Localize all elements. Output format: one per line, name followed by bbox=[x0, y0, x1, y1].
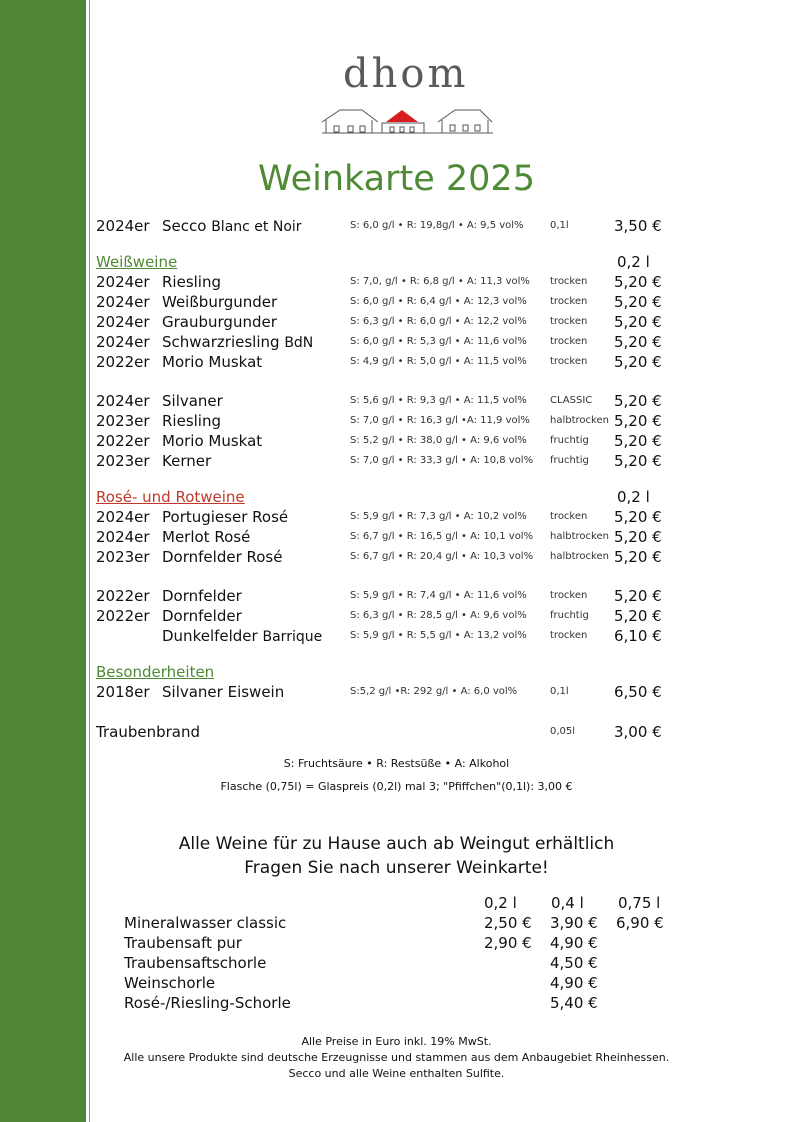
wine-name bbox=[162, 272, 221, 293]
wine-size: 0,1l bbox=[550, 220, 569, 231]
analysis-legend: S: Fruchtsäure • R: Restsüße • A: Alkohol bbox=[283, 757, 510, 770]
wine-analysis: S: 7,0 g/l • R: 16,3 g/l •A: 11,9 vol% bbox=[350, 415, 530, 426]
wine-style: fruchtig bbox=[550, 610, 589, 621]
wine-style: fruchtig bbox=[550, 435, 589, 446]
wine-analysis: S: 5,9 g/l • R: 5,5 g/l • A: 13,2 vol% bbox=[350, 630, 527, 641]
spirit-price: 3,00 € bbox=[614, 723, 662, 741]
wine-name bbox=[162, 626, 322, 647]
wine-row bbox=[0, 507, 793, 527]
wine-name-main: Portugieser Rosé bbox=[162, 508, 289, 526]
wine-name-main: Morio Muskat bbox=[162, 353, 263, 371]
drink-row bbox=[0, 933, 793, 953]
wine-name bbox=[162, 586, 242, 607]
wine-row bbox=[0, 292, 793, 312]
wine-name-main: Morio Muskat bbox=[162, 432, 263, 450]
wine-style: trocken bbox=[550, 336, 588, 347]
wine-analysis: S: 6,0 g/l • R: 19,8g/l • A: 9,5 vol% bbox=[350, 220, 524, 231]
wine-style: halbtrocken bbox=[550, 531, 609, 542]
wine-analysis: S: 6,3 g/l • R: 28,5 g/l • A: 9,6 vol% bbox=[350, 610, 527, 621]
wine-price: 5,20 € bbox=[614, 333, 662, 351]
wine-price: 5,20 € bbox=[614, 293, 662, 311]
wine-name-sub: Barrique bbox=[262, 629, 323, 645]
wine-style: trocken bbox=[550, 630, 588, 641]
wine-row bbox=[0, 626, 793, 646]
wine-year: 2024er bbox=[96, 313, 150, 331]
wine-name bbox=[162, 292, 277, 313]
logo-wordmark: dhom bbox=[343, 51, 469, 97]
wine-price: 5,20 € bbox=[614, 528, 662, 546]
wine-analysis: S: 4,9 g/l • R: 5,0 g/l • A: 11,5 vol% bbox=[350, 356, 527, 367]
wine-row bbox=[0, 547, 793, 567]
wine-name bbox=[162, 352, 262, 373]
wine-row bbox=[0, 606, 793, 626]
wine-year: 2024er bbox=[96, 217, 150, 235]
wine-year: 2023er bbox=[96, 452, 150, 470]
wine-style: trocken bbox=[550, 356, 588, 367]
wine-year: 2022er bbox=[96, 587, 150, 605]
footer-origin-note: Alle unsere Produkte sind deutsche Erzeugnisse und stammen aus dem Anbaugebiet Rheinhessen. bbox=[123, 1051, 670, 1064]
drink-price-medium: 3,90 € bbox=[550, 914, 598, 932]
wine-analysis: S: 5,9 g/l • R: 7,4 g/l • A: 11,6 vol% bbox=[350, 590, 527, 601]
wine-name-main: Dornfelder Rosé bbox=[162, 548, 283, 566]
wine-row bbox=[0, 431, 793, 451]
drink-name: Traubensaftschorle bbox=[124, 954, 267, 972]
wine-analysis: S: 6,0 g/l • R: 5,3 g/l • A: 11,6 vol% bbox=[350, 336, 527, 347]
wine-row-secco bbox=[0, 216, 793, 236]
wine-price: 5,20 € bbox=[614, 607, 662, 625]
wine-analysis: S: 5,9 g/l • R: 7,3 g/l • A: 10,2 vol% bbox=[350, 511, 527, 522]
wine-row bbox=[0, 312, 793, 332]
wine-price: 5,20 € bbox=[614, 353, 662, 371]
drink-name: Mineralwasser classic bbox=[124, 914, 287, 932]
wine-row bbox=[0, 451, 793, 471]
wine-year: 2022er bbox=[96, 607, 150, 625]
winery-logo bbox=[320, 51, 495, 142]
wine-row bbox=[0, 586, 793, 606]
wine-price: 5,20 € bbox=[614, 508, 662, 526]
wine-style: halbtrocken bbox=[550, 551, 609, 562]
wine-price: 6,50 € bbox=[614, 683, 662, 701]
wine-style: fruchtig bbox=[550, 455, 589, 466]
wine-price: 5,20 € bbox=[614, 587, 662, 605]
wine-name-main: Silvaner Eiswein bbox=[162, 683, 285, 701]
wine-analysis: S:5,2 g/l •R: 292 g/l • A: 6,0 vol% bbox=[350, 686, 518, 697]
spirit-row bbox=[0, 722, 793, 742]
wine-price: 6,10 € bbox=[614, 627, 662, 645]
drink-row bbox=[0, 993, 793, 1013]
wine-style: trocken bbox=[550, 590, 588, 601]
drink-row bbox=[0, 973, 793, 993]
drink-name: Rosé-/Riesling-Schorle bbox=[124, 994, 291, 1012]
wine-year: 2024er bbox=[96, 293, 150, 311]
wine-name-main: Dornfelder bbox=[162, 607, 242, 625]
wine-name-sub: BdN bbox=[284, 335, 314, 351]
section-title-white: Weißweine bbox=[96, 253, 178, 271]
wine-price: 5,20 € bbox=[614, 273, 662, 291]
drink-price-medium: 4,90 € bbox=[550, 974, 598, 992]
wine-analysis: S: 5,6 g/l • R: 9,3 g/l • A: 11,5 vol% bbox=[350, 395, 527, 406]
wine-name bbox=[162, 312, 277, 333]
wine-analysis: S: 6,0 g/l • R: 6,4 g/l • A: 12,3 vol% bbox=[350, 296, 527, 307]
wine-name-main: Kerner bbox=[162, 452, 212, 470]
wine-style: 0,1l bbox=[550, 686, 569, 697]
section-size-white: 0,2 l bbox=[617, 253, 650, 271]
section-title-red: Rosé- und Rotweine bbox=[96, 488, 245, 506]
wine-name-main: Silvaner bbox=[162, 392, 223, 410]
promo-line-1: Alle Weine für zu Hause auch ab Weingut erhältlich bbox=[178, 834, 615, 854]
drinks-size-medium: 0,4 l bbox=[551, 894, 584, 912]
wine-year: 2024er bbox=[96, 333, 150, 351]
wine-name bbox=[162, 682, 284, 703]
drink-row bbox=[0, 953, 793, 973]
section-size-red: 0,2 l bbox=[617, 488, 650, 506]
wine-name bbox=[162, 411, 221, 432]
wine-name bbox=[162, 547, 282, 568]
wine-year: 2024er bbox=[96, 508, 150, 526]
wine-name-main: Schwarzriesling bbox=[162, 333, 280, 351]
wine-row bbox=[0, 332, 793, 352]
wine-style: CLASSIC bbox=[550, 395, 593, 406]
wine-price: 5,20 € bbox=[614, 392, 662, 410]
wine-year: 2023er bbox=[96, 412, 150, 430]
wine-year: 2024er bbox=[96, 528, 150, 546]
wine-name bbox=[162, 507, 288, 528]
promo-line-2: Fragen Sie nach unserer Weinkarte! bbox=[244, 858, 549, 878]
footer-sulfite-note: Secco und alle Weine enthalten Sulfite. bbox=[288, 1067, 505, 1080]
wine-year: 2024er bbox=[96, 273, 150, 291]
drink-price-large: 6,90 € bbox=[616, 914, 664, 932]
wine-analysis: S: 6,3 g/l • R: 6,0 g/l • A: 12,2 vol% bbox=[350, 316, 527, 327]
wine-year: 2022er bbox=[96, 432, 150, 450]
wine-name-main: Dunkelfelder bbox=[162, 627, 258, 645]
promo-text bbox=[0, 832, 793, 880]
wine-name-main: Merlot Rosé bbox=[162, 528, 251, 546]
wine-style: trocken bbox=[550, 511, 588, 522]
section-title-special: Besonderheiten bbox=[96, 663, 215, 681]
wine-name-main: Riesling bbox=[162, 412, 221, 430]
wine-price: 5,20 € bbox=[614, 548, 662, 566]
wine-analysis: S: 6,7 g/l • R: 16,5 g/l • A: 10,1 vol% bbox=[350, 531, 534, 542]
wine-year: 2023er bbox=[96, 548, 150, 566]
wine-name-main: Secco bbox=[162, 217, 207, 235]
footer-vat-note: Alle Preise in Euro inkl. 19% MwSt. bbox=[301, 1035, 492, 1048]
wine-name bbox=[162, 332, 313, 353]
drink-price-medium: 4,90 € bbox=[550, 934, 598, 952]
wine-year: 2018er bbox=[96, 683, 150, 701]
wine-price: 5,20 € bbox=[614, 412, 662, 430]
drink-price-medium: 5,40 € bbox=[550, 994, 598, 1012]
wine-row bbox=[0, 682, 793, 702]
drink-name: Weinschorle bbox=[124, 974, 216, 992]
wine-row bbox=[0, 272, 793, 292]
wine-analysis: S: 7,0 g/l • R: 33,3 g/l • A: 10,8 vol% bbox=[350, 455, 534, 466]
spirit-name: Traubenbrand bbox=[96, 723, 200, 741]
wine-row bbox=[0, 411, 793, 431]
wine-name bbox=[162, 431, 262, 452]
wine-name-main: Weißburgunder bbox=[162, 293, 278, 311]
wine-name bbox=[162, 451, 211, 472]
wine-name bbox=[162, 606, 242, 627]
wine-name bbox=[162, 391, 223, 412]
wine-name-main: Dornfelder bbox=[162, 587, 242, 605]
houses-logo-icon bbox=[320, 106, 495, 136]
wine-style: trocken bbox=[550, 296, 588, 307]
wine-name-main: Riesling bbox=[162, 273, 221, 291]
bottle-price-note: Flasche (0,75l) = Glaspreis (0,2l) mal 3; "Pfiffchen"(0,1l): 3,00 € bbox=[220, 780, 573, 793]
wine-name bbox=[162, 527, 250, 548]
wine-price: 5,20 € bbox=[614, 452, 662, 470]
wine-price: 5,20 € bbox=[614, 313, 662, 331]
wine-year: 2022er bbox=[96, 353, 150, 371]
drink-price-small: 2,50 € bbox=[484, 914, 532, 932]
wine-row bbox=[0, 527, 793, 547]
wine-style: trocken bbox=[550, 276, 588, 287]
wine-analysis: S: 7,0, g/l • R: 6,8 g/l • A: 11,3 vol% bbox=[350, 276, 530, 287]
drink-price-medium: 4,50 € bbox=[550, 954, 598, 972]
drink-price-small: 2,90 € bbox=[484, 934, 532, 952]
drinks-size-small: 0,2 l bbox=[484, 894, 517, 912]
wine-row bbox=[0, 391, 793, 411]
spirit-size: 0,05l bbox=[550, 726, 576, 737]
drink-row bbox=[0, 913, 793, 933]
wine-price: 5,20 € bbox=[614, 432, 662, 450]
wine-row bbox=[0, 352, 793, 372]
page-title: Weinkarte 2025 bbox=[258, 159, 535, 199]
wine-year: 2024er bbox=[96, 392, 150, 410]
wine-price: 3,50 € bbox=[614, 217, 662, 235]
drinks-size-large: 0,75 l bbox=[618, 894, 661, 912]
drink-name: Traubensaft pur bbox=[124, 934, 242, 952]
wine-name-main: Grauburgunder bbox=[162, 313, 277, 331]
wine-analysis: S: 6,7 g/l • R: 20,4 g/l • A: 10,3 vol% bbox=[350, 551, 534, 562]
wine-style: halbtrocken bbox=[550, 415, 609, 426]
wine-name bbox=[162, 216, 302, 237]
wine-style: trocken bbox=[550, 316, 588, 327]
wine-analysis: S: 5,2 g/l • R: 38,0 g/l • A: 9,6 vol% bbox=[350, 435, 527, 446]
wine-name-sub: Blanc et Noir bbox=[211, 219, 302, 235]
